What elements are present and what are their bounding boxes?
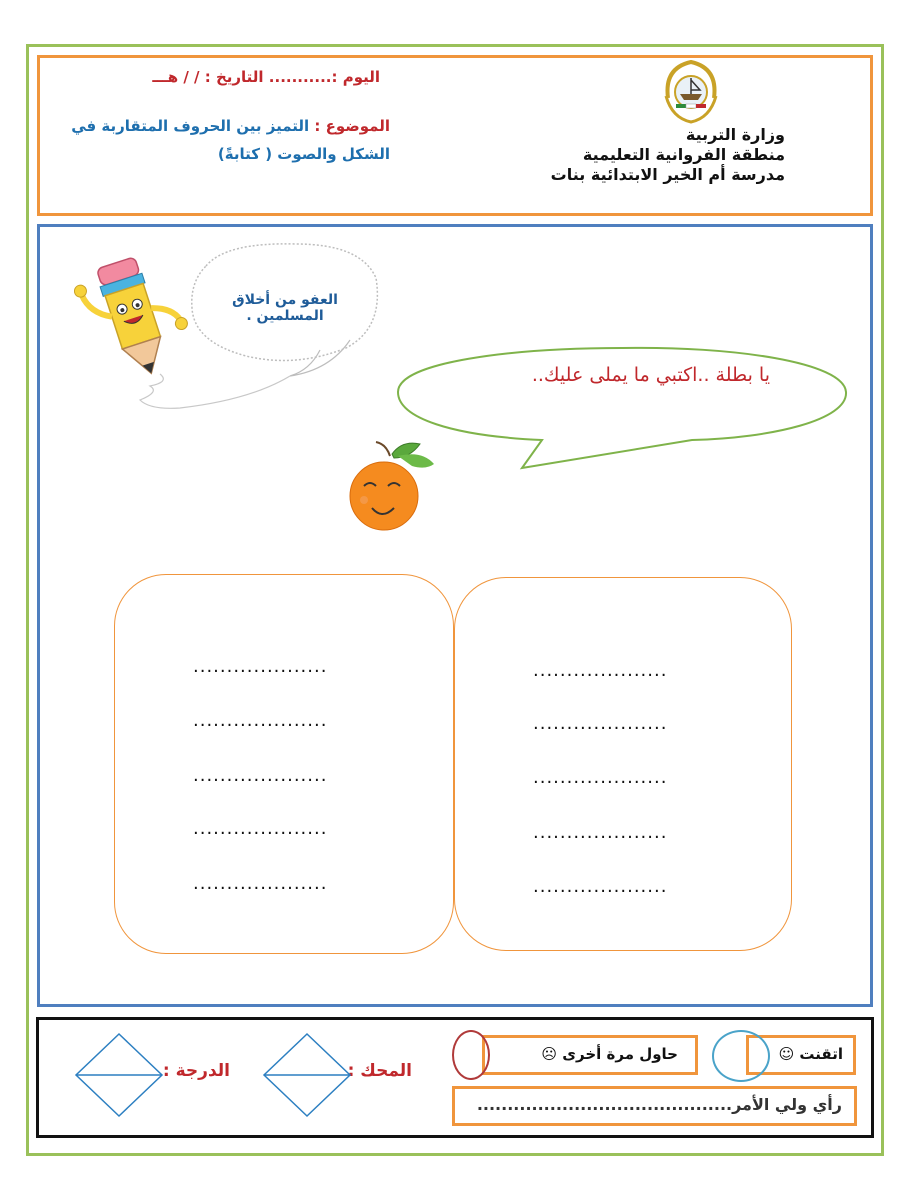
school-line: وزارة التربية [685,125,785,144]
subject-label: الموضوع : [314,117,390,135]
diamond-icon [74,1032,164,1118]
writing-line[interactable]: .................... [533,713,668,734]
parent-opinion-label: رأي ولي الأمر.......................................... [476,1095,842,1114]
mastered-label: اتقنت ☺ [778,1045,843,1063]
school-line: مدرسة أم الخير الابتدائية بنات [550,165,785,184]
writing-line[interactable]: .................... [193,818,328,839]
kuwait-emblem-icon [660,58,722,124]
mastered-circle[interactable] [712,1030,770,1082]
writing-line[interactable]: .................... [193,765,328,786]
writing-line[interactable]: .................... [193,873,328,894]
try-again-circle[interactable] [452,1030,490,1080]
pencil-mascot-icon [74,250,194,390]
writing-line[interactable]: .................... [533,876,668,897]
date-line: اليوم :........... التاريخ : / / هـــ [152,68,380,86]
writing-line[interactable]: .................... [193,656,328,677]
speech-text: يا بطلة ..اكتبي ما يملى عليك.. [531,364,770,386]
lesson-subject [70,112,390,168]
orange-face-icon [342,436,442,536]
writing-line[interactable]: .................... [533,660,668,681]
try-again-label: حاول مرة أخرى ☹ [541,1045,678,1063]
writing-line[interactable]: .................... [193,710,328,731]
school-info [551,125,785,185]
subject-text: التميز بين الحروف المتقاربة في الشكل والصوت ( كتابةً) [71,117,390,163]
grade-label: الدرجة : [162,1061,230,1081]
school-line: منطقة الفروانية التعليمية [582,145,785,164]
diamond-icon [262,1032,352,1118]
cloud-text: العفو من أخلاق المسلمين . [232,292,338,324]
writing-line[interactable]: .................... [533,822,668,843]
writing-line[interactable]: .................... [533,767,668,788]
writing-panel-left [114,574,454,954]
mihak-label: المحك : [347,1061,412,1081]
